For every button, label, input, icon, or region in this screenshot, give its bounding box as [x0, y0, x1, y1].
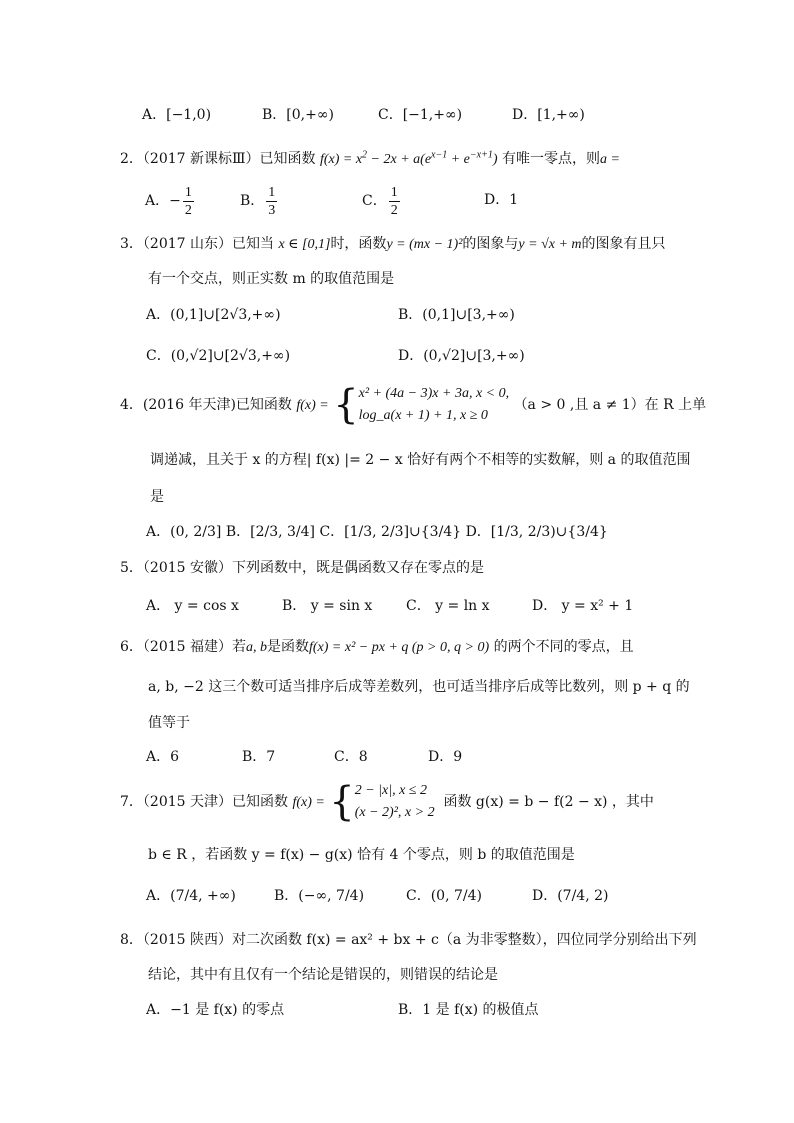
q2-option-a-label: A． — [145, 193, 170, 209]
q3-condition: x ∈ [0,1] — [278, 237, 331, 252]
q1-option-d: D．[1,+∞) — [512, 107, 585, 123]
q2-function: $f(x) = x^2 - 2x + a(e^{x-1} + e^{-x+1})$ — [319, 149, 498, 167]
q7-option-c: C．(0, 7/4) — [406, 888, 482, 904]
q3-option-b: B．(0,1]∪[3,+∞) — [398, 307, 515, 323]
q4-piecewise — [359, 383, 509, 427]
q4-prefix: 4．(2016 年天津)已知函数 — [120, 397, 292, 413]
q2-option-a-sign: − — [169, 193, 181, 209]
q6-text-b: 是函数 — [267, 639, 309, 655]
q3-text-d: 的图象有且只 — [581, 236, 666, 252]
q3-stem-line2: 有一个交点，则正实数 m 的取值范围是 — [148, 271, 395, 287]
piecewise-brace: { — [329, 779, 355, 825]
q6-option-c: C．8 — [334, 749, 368, 765]
q4-condition: （a > 0 ,且 a ≠ 1）在 R 上单 — [513, 397, 707, 413]
q8-stem-line1: 8．（2015 陕西）对二次函数 f(x) = ax² + bx + c（a 为非零整数），四位同学分别给出下列 — [120, 932, 697, 948]
q6-stem-line3: 值等于 — [148, 715, 190, 731]
q5-option-c: C． y = ln x — [406, 598, 490, 614]
fraction-denominator: 3 — [268, 202, 276, 218]
q3-text-c: 的图象与 — [462, 236, 519, 252]
q5-stem: 5．（2015 安徽）下列函数中，既是偶函数又存在零点的是 — [120, 560, 484, 576]
q1-option-b: B．[0,+∞) — [262, 107, 334, 123]
q1-option-c: C．[−1,+∞) — [378, 107, 463, 123]
q5-option-d: D． y = x² + 1 — [532, 598, 634, 614]
q7-option-a: A．(7/4, +∞) — [146, 888, 236, 904]
q7-fx: f(x) = — [292, 795, 325, 810]
q2-option-a — [145, 183, 196, 219]
q2-option-a-fraction — [183, 184, 194, 219]
q6-function: f(x) = x² − px + q (p > 0, q > 0) — [309, 640, 490, 655]
q3-option-d: D．(0,√2]∪[3,+∞) — [398, 348, 525, 364]
q6-ab: a, b — [246, 640, 267, 655]
q3-option-a: A．(0,1]∪[2√3,+∞) — [146, 307, 281, 323]
q3-function-1: y = (mx − 1)² — [386, 237, 463, 252]
q7-piece-1: 2 − |x|, x ≤ 2 — [354, 783, 427, 798]
q3-text-b: 时，函数 — [330, 236, 387, 252]
q2-stem — [120, 149, 620, 170]
q2-option-d: D．1 — [484, 192, 519, 208]
fraction-denominator: 2 — [184, 202, 192, 218]
fraction-denominator: 2 — [390, 202, 398, 218]
q7-piecewise — [355, 780, 435, 824]
q2-option-b-fraction — [266, 184, 277, 219]
q2-option-c-fraction — [389, 184, 400, 219]
q1-option-a: A．[−1,0) — [142, 107, 212, 123]
q3-stem-line1 — [120, 234, 666, 255]
q4-stem-line2: 调递减，且关于 x 的方程| f(x) |= 2 − x 恰好有两个不相等的实数解，则 a 的取值范围 — [150, 452, 691, 468]
q3-function-2: y = √x + m — [518, 237, 582, 252]
fraction-numerator: 1 — [268, 184, 276, 200]
q7-stem-line1 — [120, 780, 654, 825]
q5-option-b: B． y = sin x — [282, 598, 373, 614]
q2-suffix: 有唯一零点，则 — [501, 151, 600, 167]
q2-option-b — [240, 183, 279, 219]
fraction-numerator: 1 — [184, 184, 192, 200]
fraction-numerator: 1 — [390, 184, 398, 200]
q3-prefix: 3．（2017 山东）已知当 — [120, 236, 274, 252]
q6-option-a: A．6 — [146, 749, 180, 765]
q8-option-a: A．−1 是 f(x) 的零点 — [146, 1002, 285, 1018]
q3-option-c: C．(0,√2]∪[2√3,+∞) — [146, 348, 291, 364]
q2-ask: a = — [599, 152, 620, 167]
q5-option-a: A． y = cos x — [146, 598, 239, 614]
q6-stem-line2: a, b, −2 这三个数可适当排序后成等差数列，也可适当排序后成等比数列，则 p + q 的 — [148, 679, 690, 695]
q6-stem-line1 — [120, 637, 634, 658]
q4-stem-line1 — [120, 383, 706, 428]
q2-option-b-label: B． — [240, 193, 265, 209]
q7-piece-2: (x − 2)², x > 2 — [354, 805, 435, 820]
q8-option-b: B．1 是 f(x) 的极值点 — [398, 1002, 539, 1018]
q4-stem-line3: 是 — [150, 489, 164, 505]
q6-option-b: B．7 — [242, 749, 276, 765]
q6-text-c: 的两个不同的零点，且 — [493, 639, 634, 655]
q7-option-b: B．(−∞, 7/4) — [274, 888, 365, 904]
q2-option-c-label: C． — [362, 193, 387, 209]
q7-stem-line2: b ∈ R ，若函数 y = f(x) − g(x) 恰有 4 个零点，则 b 的取值范围是 — [148, 847, 575, 863]
q2-prefix: 2．（2017 新课标Ⅲ）已知函数 — [120, 151, 316, 167]
q6-prefix: 6．（2015 福建）若 — [120, 639, 246, 655]
q7-text-mid: 函数 g(x) = b − f(2 − x) ，其中 — [443, 794, 654, 810]
q4-piece-1: x² + (4a − 3)x + 3a, x < 0, — [358, 386, 510, 401]
q2-option-c — [362, 183, 402, 219]
q4-piece-2: log_a(x + 1) + 1, x ≥ 0 — [358, 408, 488, 423]
q7-option-d: D．(7/4, 2) — [532, 888, 609, 904]
q7-prefix: 7．（2015 天津）已知函数 — [120, 794, 288, 810]
q8-stem-line2: 结论，其中有且仅有一个结论是错误的，则错误的结论是 — [148, 967, 498, 983]
q4-options: A．(0, 2/3] B．[2/3, 3/4] C．[1/3, 2/3]∪{3/4} D．[1/3, 2/3)∪{3/4} — [146, 524, 608, 540]
q4-fx: f(x) = — [296, 398, 329, 413]
q6-option-d: D．9 — [428, 749, 463, 765]
piecewise-brace: { — [333, 382, 359, 428]
